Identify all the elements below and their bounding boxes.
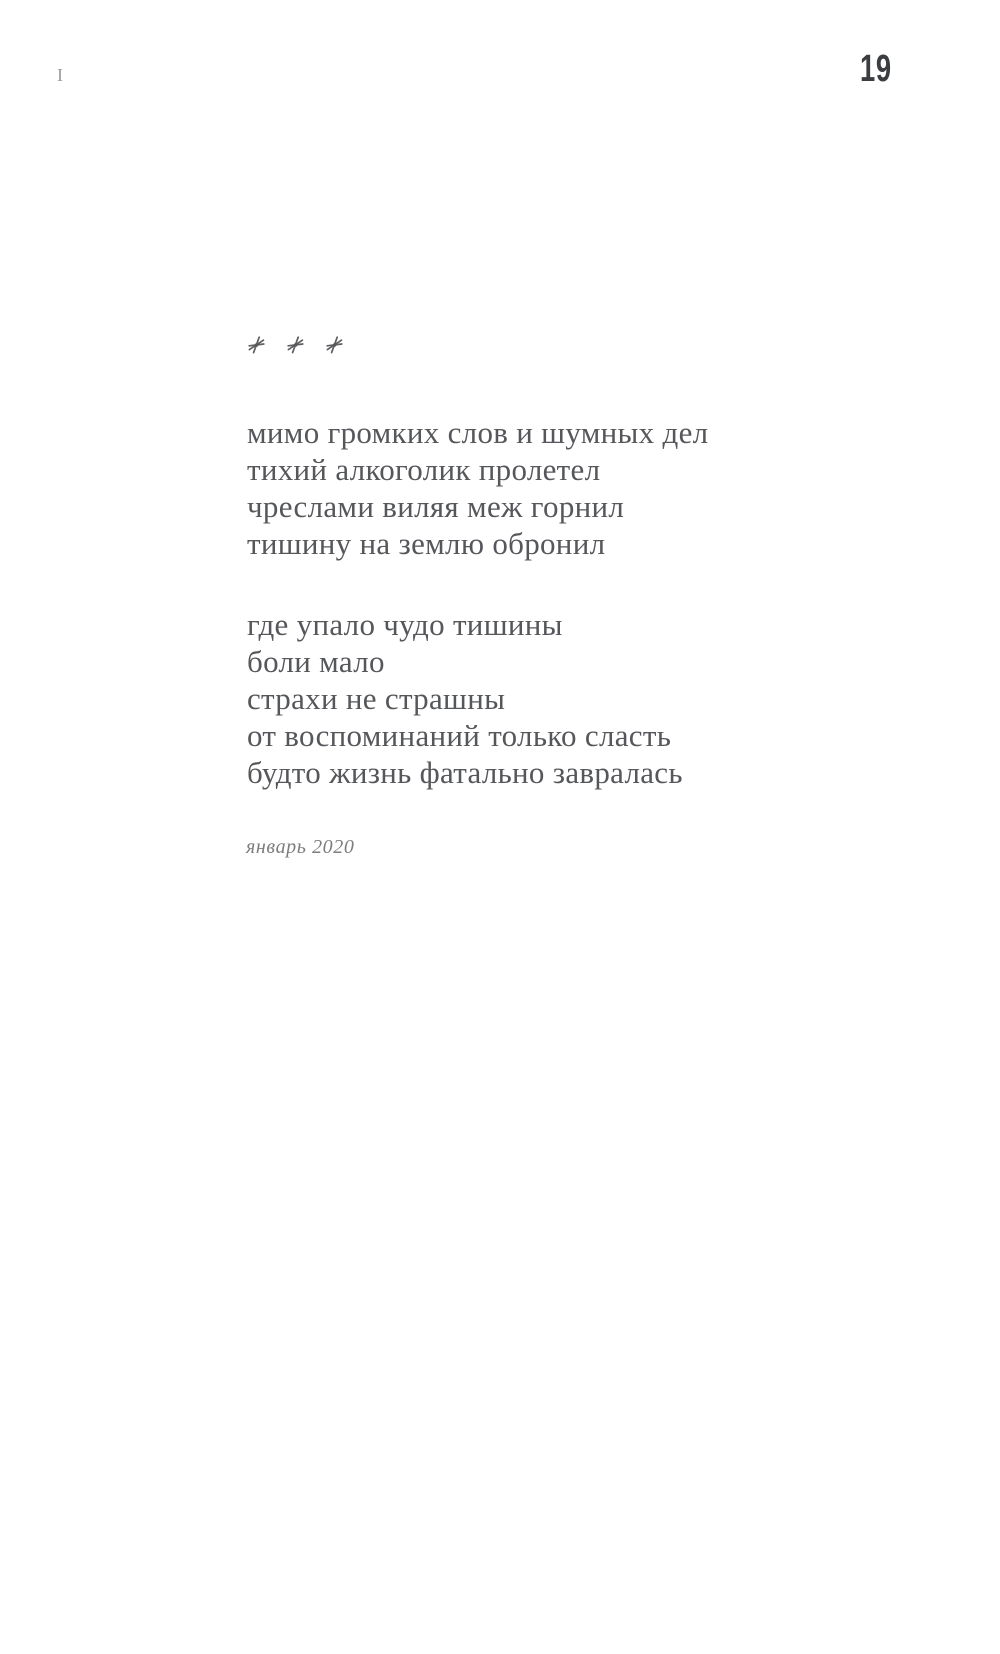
poem-stanza	[247, 606, 867, 791]
poem-divider-stars	[247, 335, 360, 355]
poem-line: мимо громких слов и шумных дел	[247, 415, 709, 450]
page-number: 19	[860, 48, 892, 90]
section-marker: I	[57, 65, 64, 85]
poem-line: чреслами виляя меж горнил	[247, 489, 625, 524]
poem-date: январь 2020	[246, 836, 355, 858]
asterisk-star-icon	[286, 335, 305, 355]
poem-line: тишину на землю обронил	[247, 526, 606, 561]
poem-line: где упало чудо тишины	[247, 607, 563, 642]
poem-line: боли мало	[247, 644, 385, 679]
poem-line: тихий алкоголик пролетел	[247, 452, 601, 487]
asterisk-star-icon	[325, 335, 344, 355]
poem-line: от воспоминаний только сласть	[247, 718, 672, 753]
poem-stanza	[247, 414, 867, 562]
asterisk-star-icon	[247, 335, 266, 355]
poem-line: будто жизнь фатально завралась	[247, 755, 683, 790]
poem-text	[247, 414, 867, 791]
poem-line: страхи не страшны	[247, 681, 506, 716]
